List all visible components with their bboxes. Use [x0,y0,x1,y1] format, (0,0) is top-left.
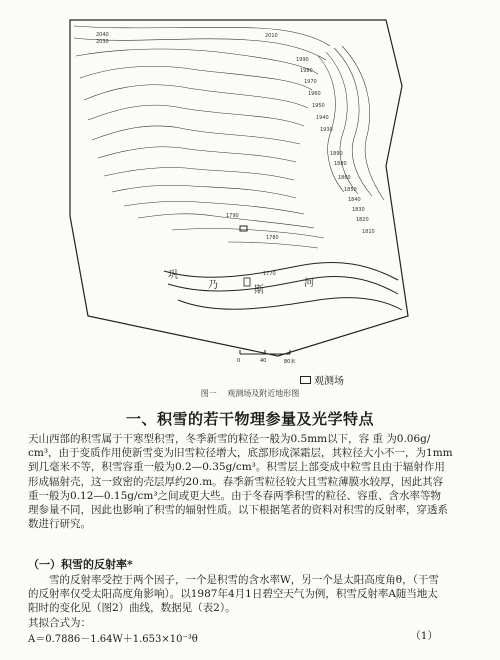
scale-label: 0 [237,358,241,364]
scale-label: 80米 [284,359,296,365]
paragraph-line: cm³，由于变质作用使新雪变为旧雪粒径增大，底部形成深霜层，其粒径大小不一，为1mm [28,447,453,460]
figure-caption [0,388,500,399]
paragraph-line: 阳时的变化见（图2）曲线，数据见（表2）。 [28,602,236,615]
contour-label: 1820 [356,217,369,223]
subsection-heading: （一）积雪的反射率* [28,558,133,571]
building-marker [244,278,250,286]
paragraph-line: 重一般为0.12—0.15g/cm³之间或更大些。由于冬春两季积雪的粒径、容重、含水率等物 [28,489,442,502]
observation-site-symbol [300,376,311,384]
figure-number: 图一 [200,389,217,398]
body-paragraph [28,432,476,531]
contour-label: 1930 [320,127,333,133]
contour-label: 1790 [226,213,239,219]
river-label-char: 巩 [168,270,178,281]
paragraph-line: 形成辐射壳，这一致密的壳层厚约20.m。春季新雪粒径较大且雪粒薄膜水较厚，因此其容 [28,475,444,488]
contour-label: 1830 [352,207,365,213]
body-paragraph-2 [28,573,476,630]
contour-label: 2010 [265,33,278,39]
section-heading: 一、积雪的若干物理参量及光学特点 [125,410,374,428]
page-number: （1） [410,630,438,642]
paragraph-line: 雪的反射率受控于两个因子，一个是积雪的含水率W，另一个是太阳高度角θ，（干雪 [49,574,439,586]
contour-label: 1890 [330,151,343,157]
river-label-char: 斯 [254,285,264,296]
contour-label: 1950 [312,103,325,109]
contour-label: 1860 [338,175,351,181]
figure-caption-text: 观测场及附近地形图 [227,389,300,398]
fit-formula: A＝0.7886－1.64W＋1.653×10⁻³θ [28,634,198,645]
contour-label: 1850 [344,187,357,193]
contour-label: 1810 [362,229,375,235]
contour-label: 1840 [348,197,361,203]
contour-label: 1780 [266,235,279,241]
paragraph-line: 天山西部的积雪属于干寒型积雪，冬季新雪的粒径一般为0.5mm以下，容 重 为0.06g/ [28,433,431,445]
map-legend [300,372,344,387]
paragraph-line: 理参量不同，因此也影响了积雪的辐射性质。以下根据笔者的资料对积雪的反射率，穿透系 [28,504,448,517]
legend-label: 观测场 [314,376,344,387]
map-frame [70,20,408,356]
contour-label: 1880 [334,161,347,167]
contour-label: 2030 [96,39,109,45]
paragraph-line: 其拟合式为： [28,616,91,629]
river-label-char: 乃 [208,280,218,291]
river-label-char: 河 [304,278,314,289]
river-banks [164,262,402,310]
observation-site-marker [240,226,247,231]
map-drawing [68,16,438,381]
scale-label: 40 [260,358,267,364]
contour-label: 2040 [96,32,109,38]
contour-label: 1980 [300,68,313,74]
paragraph-line: 数进行研究。 [28,518,91,531]
topographic-map [68,16,438,381]
contour-label: 1960 [308,91,321,97]
contour-label: 1990 [296,57,309,63]
contour-label: 1970 [304,79,317,85]
paragraph-line: 到几毫米不等，积雪容重一般为0.2—0.35g/cm³。积雪层上部变成中粒雪且由于辐射作用 [28,461,445,474]
paragraph-line: 的反射率仅受太阳高度角影响）。以1987年4月1日碧空天气为例，积雪反射率A随当地太 [28,588,438,601]
scale-bar [240,350,290,354]
contour-label: 1770 [263,271,276,277]
contour-label: 1940 [316,115,329,121]
